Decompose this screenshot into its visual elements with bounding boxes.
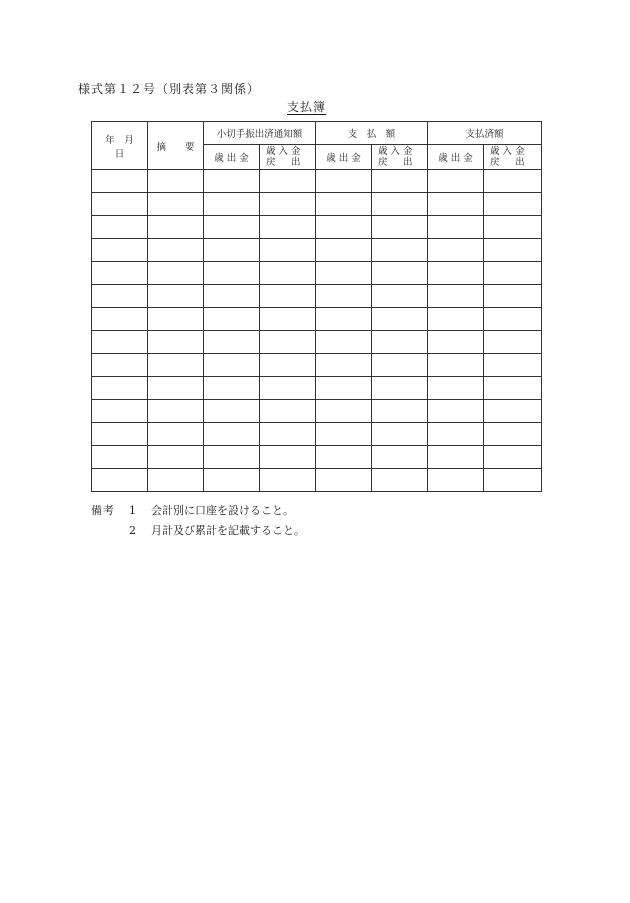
table-cell xyxy=(428,469,484,492)
table-cell xyxy=(316,216,372,239)
table-cell xyxy=(428,170,484,193)
table-cell xyxy=(316,400,372,423)
table-cell xyxy=(92,354,148,377)
table-cell xyxy=(260,193,316,216)
table-cell xyxy=(428,331,484,354)
table-cell xyxy=(204,239,260,262)
table-cell xyxy=(260,423,316,446)
table-cell xyxy=(260,239,316,262)
subheader-refund-line1: 歳 入 金 xyxy=(490,146,525,157)
table-cell xyxy=(316,469,372,492)
table-cell xyxy=(92,216,148,239)
table-cell xyxy=(484,354,542,377)
table-cell xyxy=(372,262,428,285)
table-cell xyxy=(148,239,204,262)
table-row xyxy=(92,262,542,285)
table-cell xyxy=(484,216,542,239)
table-cell xyxy=(92,469,148,492)
table-cell xyxy=(484,239,542,262)
table-cell xyxy=(260,216,316,239)
table-cell xyxy=(92,239,148,262)
table-cell xyxy=(428,446,484,469)
remark-number: 2 xyxy=(129,523,136,537)
table-cell xyxy=(484,331,542,354)
table-cell xyxy=(428,377,484,400)
table-cell xyxy=(148,423,204,446)
table-cell xyxy=(92,331,148,354)
table-cell xyxy=(484,285,542,308)
table-cell xyxy=(428,216,484,239)
table-row xyxy=(92,377,542,400)
table-cell xyxy=(372,308,428,331)
table-row xyxy=(92,308,542,331)
table-cell xyxy=(92,170,148,193)
col-header-check-notice: 小切手振出済通知額 xyxy=(204,122,316,145)
table-cell xyxy=(204,400,260,423)
table-cell xyxy=(148,308,204,331)
table-cell xyxy=(484,469,542,492)
subheader-refund-line2: 戻 出 xyxy=(378,157,413,168)
table-cell xyxy=(92,193,148,216)
table-cell xyxy=(484,193,542,216)
table-cell xyxy=(148,377,204,400)
payment-ledger-table xyxy=(91,121,542,492)
table-cell xyxy=(260,170,316,193)
remark-text: 月計及び累計を記載すること。 xyxy=(151,524,305,537)
table-row xyxy=(92,446,542,469)
table-cell xyxy=(372,423,428,446)
table-cell xyxy=(372,193,428,216)
table-cell xyxy=(260,354,316,377)
table-cell xyxy=(316,331,372,354)
table-cell xyxy=(316,377,372,400)
subheader-revenue-refund xyxy=(372,145,428,170)
table-cell xyxy=(372,170,428,193)
remark-number: 1 xyxy=(129,503,136,517)
table-cell xyxy=(148,331,204,354)
table-cell xyxy=(316,423,372,446)
table-cell xyxy=(316,193,372,216)
subheader-expenditure: 歳 出 金 xyxy=(428,145,484,170)
table-cell xyxy=(148,216,204,239)
table-cell xyxy=(372,446,428,469)
table-cell xyxy=(372,216,428,239)
table-cell xyxy=(484,262,542,285)
table-cell xyxy=(260,446,316,469)
table-row xyxy=(92,354,542,377)
subheader-expenditure: 歳 出 金 xyxy=(204,145,260,170)
table-cell xyxy=(148,262,204,285)
table-cell xyxy=(148,285,204,308)
table-cell xyxy=(148,446,204,469)
table-cell xyxy=(428,285,484,308)
table-cell xyxy=(484,446,542,469)
table-cell xyxy=(316,170,372,193)
remarks-label: 備考 xyxy=(91,504,115,517)
table-cell xyxy=(372,400,428,423)
table-cell xyxy=(316,285,372,308)
table-cell xyxy=(428,423,484,446)
remark-item xyxy=(91,520,305,540)
table-cell xyxy=(372,285,428,308)
form-number: 様式第１２号（別表第３関係） xyxy=(78,82,261,96)
table-row xyxy=(92,285,542,308)
table-cell xyxy=(484,170,542,193)
table-cell xyxy=(92,285,148,308)
table-cell xyxy=(428,400,484,423)
remarks-section xyxy=(91,500,305,540)
table-cell xyxy=(260,400,316,423)
table-cell xyxy=(260,308,316,331)
table-cell xyxy=(204,193,260,216)
table-cell xyxy=(372,239,428,262)
table-row xyxy=(92,216,542,239)
table-cell xyxy=(204,446,260,469)
table-row xyxy=(92,400,542,423)
table-cell xyxy=(92,262,148,285)
table-row xyxy=(92,239,542,262)
table-cell xyxy=(316,308,372,331)
col-header-payment-amount: 支 払 額 xyxy=(316,122,428,145)
table-cell xyxy=(260,285,316,308)
table-cell xyxy=(484,423,542,446)
table-cell xyxy=(428,308,484,331)
table-row xyxy=(92,170,542,193)
table-cell xyxy=(204,170,260,193)
document-title: 支払簿 xyxy=(287,100,327,114)
table-cell xyxy=(260,331,316,354)
col-header-paid-amount: 支払済額 xyxy=(428,122,542,145)
table-row xyxy=(92,193,542,216)
subheader-refund-line2: 戻 出 xyxy=(490,157,525,168)
subheader-refund-line1: 歳 入 金 xyxy=(266,146,301,157)
table-cell xyxy=(316,262,372,285)
table-row xyxy=(92,423,542,446)
table-cell xyxy=(428,262,484,285)
table-cell xyxy=(484,400,542,423)
table-cell xyxy=(92,400,148,423)
table-cell xyxy=(372,354,428,377)
table-cell xyxy=(204,354,260,377)
table-cell xyxy=(316,446,372,469)
table-cell xyxy=(148,469,204,492)
table-cell xyxy=(372,377,428,400)
table-cell xyxy=(204,331,260,354)
table-cell xyxy=(204,377,260,400)
table-cell xyxy=(260,262,316,285)
table-cell xyxy=(316,239,372,262)
table-cell xyxy=(204,216,260,239)
col-header-date: 年 月 日 xyxy=(92,122,148,170)
table-cell xyxy=(148,354,204,377)
table-cell xyxy=(428,354,484,377)
col-header-summary: 摘 要 xyxy=(148,122,204,170)
table-cell xyxy=(372,469,428,492)
table-cell xyxy=(316,354,372,377)
remark-text: 会計別に口座を設けること。 xyxy=(151,504,294,517)
table-cell xyxy=(92,308,148,331)
subheader-refund-line1: 歳 入 金 xyxy=(378,146,413,157)
table-row xyxy=(92,469,542,492)
table-cell xyxy=(92,377,148,400)
table-cell xyxy=(92,423,148,446)
table-cell xyxy=(148,193,204,216)
table-cell xyxy=(484,377,542,400)
table-cell xyxy=(204,308,260,331)
subheader-refund-line2: 戻 出 xyxy=(266,157,301,168)
table-cell xyxy=(148,170,204,193)
table-cell xyxy=(260,377,316,400)
table-cell xyxy=(204,262,260,285)
table-cell xyxy=(428,239,484,262)
table-cell xyxy=(92,446,148,469)
table-cell xyxy=(372,331,428,354)
table-cell xyxy=(148,400,204,423)
table-cell xyxy=(428,193,484,216)
subheader-expenditure: 歳 出 金 xyxy=(316,145,372,170)
table-cell xyxy=(204,469,260,492)
table-cell xyxy=(260,469,316,492)
table-cell xyxy=(204,285,260,308)
table-cell xyxy=(484,308,542,331)
remark-item xyxy=(91,500,305,520)
subheader-revenue-refund xyxy=(484,145,542,170)
table-row xyxy=(92,331,542,354)
table-cell xyxy=(204,423,260,446)
subheader-revenue-refund xyxy=(260,145,316,170)
